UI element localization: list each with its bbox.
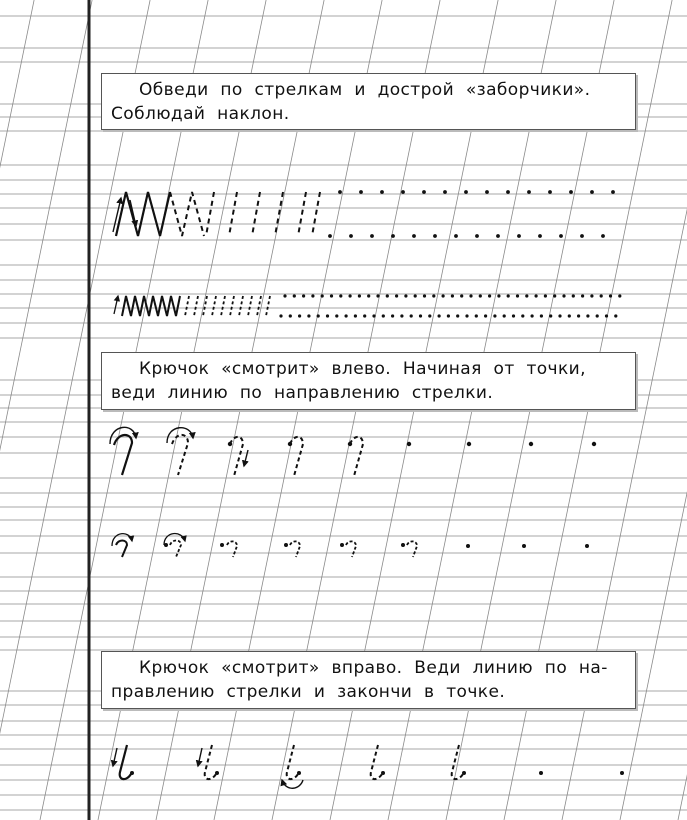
instruction-3-line-1: Крючок «смотрит» вправо. Веди линию по на-	[139, 658, 608, 678]
guide-dot	[569, 190, 573, 194]
left-hook-small-dashed	[290, 541, 300, 557]
guide-dot	[447, 314, 450, 317]
guide-dot	[412, 234, 416, 238]
guide-dot	[443, 190, 447, 194]
arrow-down-icon	[198, 748, 202, 766]
guide-dot	[609, 294, 612, 297]
left-hook-dashed	[172, 435, 188, 475]
right-hook-traced	[120, 745, 131, 779]
start-dot	[466, 544, 470, 548]
guide-dot	[559, 234, 563, 238]
left-hook-small-dashed	[407, 541, 417, 557]
guide-dot	[488, 294, 491, 297]
end-dot	[381, 771, 385, 775]
guide-dot	[464, 190, 468, 194]
left-hook-traced	[114, 435, 132, 475]
guide-dot	[475, 314, 478, 317]
fence-dashed-small	[185, 296, 270, 316]
guide-dot	[558, 314, 561, 317]
right-hook-dashed	[287, 745, 298, 779]
guide-dot	[544, 294, 547, 297]
guide-dot	[572, 294, 575, 297]
instruction-2-line-1: Крючок «смотрит» влево. Начиная от точки,	[139, 359, 586, 379]
guide-dot	[293, 294, 296, 297]
right-hook-row	[113, 745, 624, 788]
guide-dot	[404, 294, 407, 297]
guide-dot	[317, 314, 320, 317]
start-dot	[340, 543, 344, 547]
guide-dot	[454, 234, 458, 238]
guide-dot	[577, 314, 580, 317]
guide-dot	[349, 294, 352, 297]
start-dot	[284, 543, 288, 547]
guide-dot	[601, 234, 605, 238]
guide-dot	[493, 314, 496, 317]
arrow-arc-icon	[167, 428, 193, 443]
guide-dot	[456, 314, 459, 317]
guide-dot	[410, 314, 413, 317]
guide-dot	[321, 294, 324, 297]
guide-dot	[400, 314, 403, 317]
guide-dot	[422, 190, 426, 194]
guide-dot	[423, 294, 426, 297]
guide-dot	[506, 190, 510, 194]
start-dot	[585, 544, 589, 548]
guide-dot	[469, 294, 472, 297]
guide-dot	[419, 314, 422, 317]
guide-dot	[460, 294, 463, 297]
start-dot	[522, 544, 526, 548]
guide-dot	[516, 294, 519, 297]
instruction-2-line-2: веди линию по направлению стрелки.	[111, 383, 494, 403]
guide-dot	[382, 314, 385, 317]
fence-dots-small	[279, 294, 621, 317]
end-dot	[130, 771, 134, 775]
guide-dot	[433, 234, 437, 238]
guide-dot	[538, 234, 542, 238]
left-hook-dashed	[350, 437, 363, 476]
start-dot	[407, 442, 411, 446]
guide-dot	[391, 234, 395, 238]
guide-dot	[367, 294, 370, 297]
guide-dot	[568, 314, 571, 317]
guide-dot	[496, 234, 500, 238]
guide-dot	[298, 314, 301, 317]
guide-dot	[283, 294, 286, 297]
left-hook-row-large	[110, 427, 596, 476]
fence-dashed-large	[170, 192, 320, 236]
start-dot	[401, 543, 405, 547]
guide-dot	[553, 294, 556, 297]
guide-dot	[503, 314, 506, 317]
end-dot	[620, 771, 624, 775]
guide-dot	[345, 314, 348, 317]
guide-dot	[401, 190, 405, 194]
guide-dot	[475, 234, 479, 238]
guide-dot	[512, 314, 515, 317]
guide-dot	[507, 294, 510, 297]
guide-dot	[465, 314, 468, 317]
guide-dot	[279, 314, 282, 317]
guide-dot	[354, 314, 357, 317]
guide-dot	[391, 314, 394, 317]
guide-dot	[395, 294, 398, 297]
instruction-1-line-2: Соблюдай наклон.	[111, 104, 290, 124]
guide-dot	[428, 314, 431, 317]
start-dot	[288, 442, 292, 446]
start-dot	[348, 442, 352, 446]
guide-dot	[363, 314, 366, 317]
left-hook-small-traced	[116, 541, 127, 558]
arrow-down-icon	[244, 450, 248, 466]
arrow-arc-icon	[164, 534, 185, 545]
start-dot	[228, 442, 232, 446]
guide-dot	[590, 294, 593, 297]
guide-dot	[432, 294, 435, 297]
guide-dot	[596, 314, 599, 317]
guide-dot	[590, 190, 594, 194]
end-dot	[462, 771, 466, 775]
fence-traced-small	[122, 296, 180, 316]
guide-dot	[535, 294, 538, 297]
fence-row-large	[113, 190, 615, 238]
left-hook-dashed	[230, 437, 243, 476]
guide-dot	[414, 294, 417, 297]
guide-dot	[600, 294, 603, 297]
left-hook-row-small	[112, 534, 589, 557]
guide-dot	[359, 190, 363, 194]
instruction-3-line-2: правлению стрелки и закончи в точке.	[111, 682, 506, 702]
left-hook-small-dashed	[227, 541, 237, 557]
guide-dot	[338, 190, 342, 194]
right-hook-dashed	[205, 745, 216, 779]
right-hook-dashed	[371, 745, 382, 779]
guide-dot	[548, 190, 552, 194]
guide-dot	[376, 294, 379, 297]
guide-dot	[289, 314, 292, 317]
arrow-up-small-icon	[114, 296, 118, 314]
start-dot	[592, 442, 596, 446]
guide-dot	[605, 314, 608, 317]
guide-dot	[451, 294, 454, 297]
arrow-arc-icon	[282, 780, 303, 788]
guide-dot	[527, 190, 531, 194]
arrow-down-icon	[113, 748, 117, 766]
guide-dot	[328, 234, 332, 238]
right-hook-dashed	[452, 745, 463, 779]
guide-dot	[497, 294, 500, 297]
start-dot	[220, 543, 224, 547]
guide-dot	[311, 294, 314, 297]
guide-dot	[540, 314, 543, 317]
guide-dot	[517, 234, 521, 238]
start-dot	[467, 442, 471, 446]
guide-dot	[479, 294, 482, 297]
guide-dot	[335, 314, 338, 317]
guide-dot	[307, 314, 310, 317]
guide-dot	[614, 314, 617, 317]
guide-dot	[618, 294, 621, 297]
guide-dot	[580, 234, 584, 238]
end-dot	[539, 771, 543, 775]
fence-dots-large	[328, 190, 615, 238]
instruction-1-line-1: Обведи по стрелкам и дострой «заборчики».	[139, 80, 591, 100]
guide-dot	[549, 314, 552, 317]
guide-dot	[358, 294, 361, 297]
end-dot	[297, 771, 301, 775]
guide-dot	[586, 314, 589, 317]
guide-dot	[442, 294, 445, 297]
guide-dot	[386, 294, 389, 297]
guide-dot	[562, 294, 565, 297]
guide-dot	[339, 294, 342, 297]
fence-traced-large	[116, 192, 170, 236]
left-hook-small-dashed	[170, 541, 181, 558]
left-hook-small-dashed	[346, 541, 356, 557]
guide-dot	[525, 294, 528, 297]
guide-dot	[326, 314, 329, 317]
guide-dot	[531, 314, 534, 317]
guide-dot	[380, 190, 384, 194]
guide-dot	[349, 234, 353, 238]
guide-dot	[372, 314, 375, 317]
end-dot	[215, 771, 219, 775]
guide-dot	[521, 314, 524, 317]
guide-dot	[485, 190, 489, 194]
guide-dot	[611, 190, 615, 194]
guide-dot	[581, 294, 584, 297]
start-dot	[529, 442, 533, 446]
guide-dot	[484, 314, 487, 317]
guide-dot	[330, 294, 333, 297]
guide-dot	[370, 234, 374, 238]
guide-dot	[302, 294, 305, 297]
fence-row-small	[114, 294, 621, 317]
guide-dot	[438, 314, 441, 317]
left-hook-dashed	[290, 437, 303, 476]
